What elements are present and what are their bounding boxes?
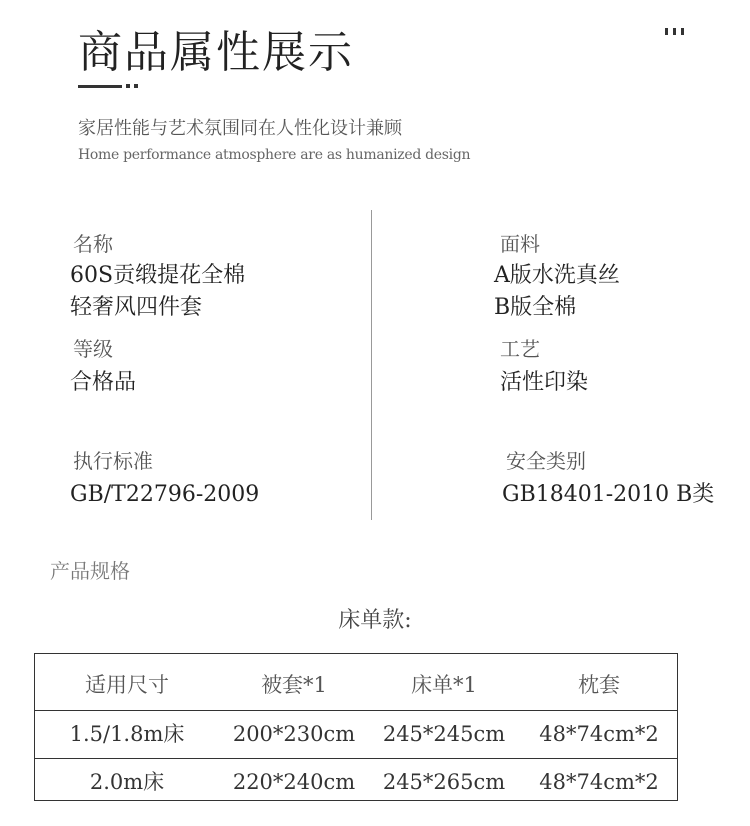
name-value-line1: 60S贡缎提花全棉 (70, 263, 246, 288)
table-header-row (35, 662, 677, 710)
table-cell: 245*245cm (382, 722, 506, 746)
subtitle-english: Home performance atmosphere are as humanized design (78, 147, 471, 163)
standard-value: GB/T22796-2009 (70, 482, 260, 507)
table-cell: 245*265cm (382, 770, 506, 794)
craft-label: 工艺 (500, 337, 540, 361)
specs-section-label: 产品规格 (50, 559, 130, 583)
safety-label: 安全类别 (506, 449, 586, 473)
name-value-line2: 轻奢风四件套 (70, 295, 203, 320)
table-cell: 48*74cm*2 (539, 722, 659, 746)
material-value-line2: B版全棉 (494, 295, 577, 320)
name-value (70, 260, 245, 324)
table-header-cell: 枕套 (578, 673, 620, 697)
material-value (494, 260, 620, 324)
material-label: 面料 (500, 232, 540, 256)
subtitle-chinese: 家居性能与艺术氛围同在人性化设计兼顾 (78, 118, 402, 139)
table-row (35, 758, 677, 807)
table-row (35, 710, 677, 759)
material-value-line1: A版水洗真丝 (494, 263, 620, 288)
title-underline (78, 84, 138, 88)
table-header-cell: 适用尺寸 (85, 673, 169, 697)
table-header-cell: 床单*1 (411, 673, 477, 697)
craft-value: 活性印染 (500, 370, 589, 395)
table-cell: 2.0m床 (89, 770, 165, 794)
attributes-divider (371, 210, 372, 520)
table-cell: 200*230cm (232, 722, 356, 746)
page-title: 商品属性展示 (78, 27, 354, 78)
grade-label: 等级 (73, 337, 113, 361)
safety-value: GB18401-2010 B类 (502, 482, 715, 507)
table-header-cell: 被套*1 (261, 673, 327, 697)
more-icon (665, 28, 684, 35)
standard-label: 执行标准 (73, 449, 153, 473)
table-cell: 48*74cm*2 (539, 770, 659, 794)
table-cell: 220*240cm (232, 770, 356, 794)
table-cell: 1.5/1.8m床 (69, 722, 185, 746)
name-label: 名称 (73, 232, 113, 256)
spec-table (34, 653, 678, 801)
spec-table-title: 床单款: (338, 608, 412, 633)
grade-value: 合格品 (70, 370, 137, 395)
